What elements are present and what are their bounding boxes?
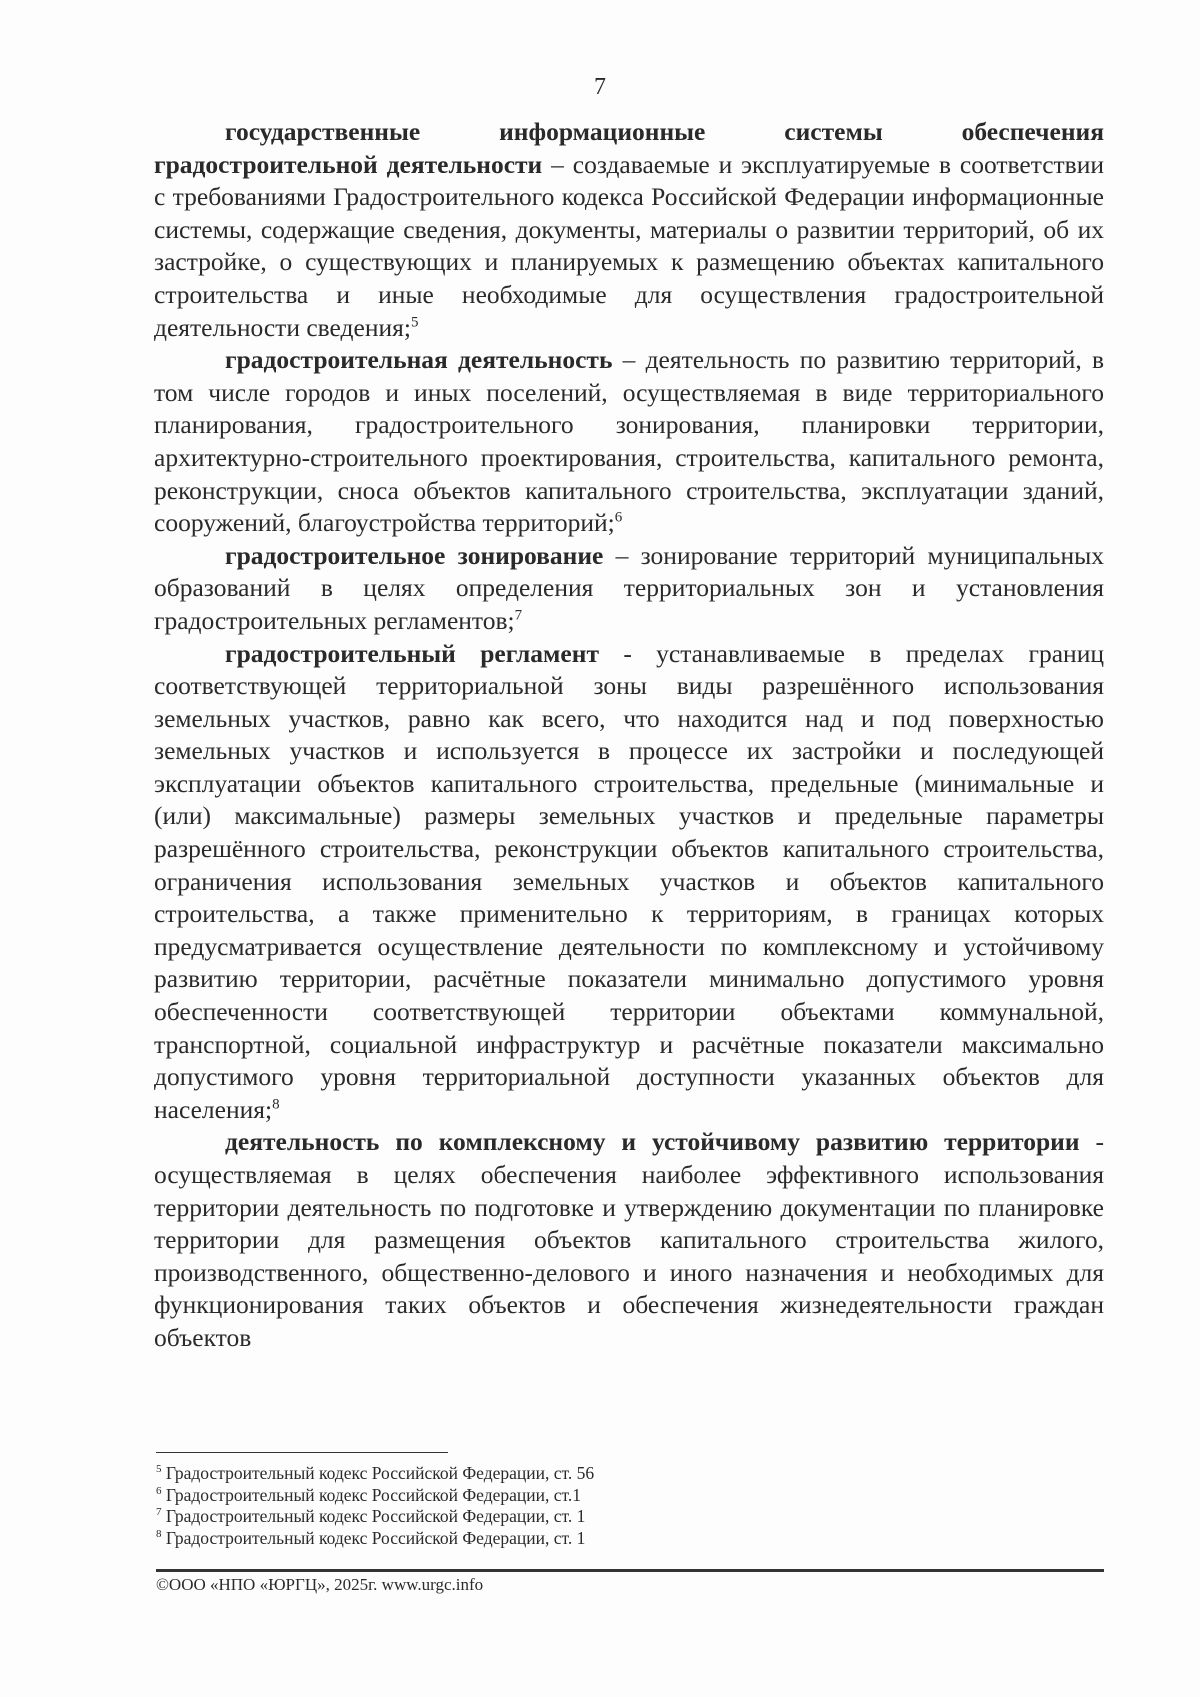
defined-term: градостроительный регламент xyxy=(225,638,599,668)
paragraph xyxy=(154,344,1104,540)
footnote-item xyxy=(156,1506,1056,1528)
defined-term: государственные информационные системы обеспечения градостроительной деятельности xyxy=(154,117,1104,179)
page-footer: ©ООО «НПО «ЮРГЦ», 2025г. www.urgc.info xyxy=(156,1575,484,1594)
footnotes xyxy=(156,1463,1056,1549)
footnote-number: 5 xyxy=(156,1463,162,1476)
footnote-ref[interactable]: 5 xyxy=(410,314,419,331)
footnote-item xyxy=(156,1485,1056,1507)
definition-text: - устанавливаемые в пределах границ соответствующей территориальной зоны виды разрешённого использования земельных участков, равно как всего, что находится над и под поверхностью земельных участков и используется в процессе их застройки и последующей эксплуатации объектов капитального строительства, предельные (минимальные и (или) максимальные) размеры земельных участков и предельные параметры разрешённого строительства, реконструкции объектов капитального строительства, ограничения использования земельных участков и объектов капитального строительства, а также применительно к территориям, в границах которых предусматривается осуществление деятельности по комплексному и устойчивому развитию территории, расчётные показатели минимально допустимого уровня обеспеченности соответствующей территории объектами коммунальной, транспортной, социальной инфраструктур и расчётные показатели максимально допустимого уровня территориальной доступности указанных объектов для населения; xyxy=(154,638,1104,1124)
footnote-number: 6 xyxy=(156,1484,162,1497)
footnote-text: Градостроительный кодекс Российской Федерации, ст.1 xyxy=(161,1484,581,1505)
footnote-text: Градостроительный кодекс Российской Федерации, ст. 56 xyxy=(161,1463,595,1483)
definition-text: - осуществляемая в целях обеспечения наиболее эффективного использования территории деятельность по подготовке и утверждению документации по планировке территории для размещения объектов капитального строительства жилого, производственного, общественно-делового и иного назначения и необходимых для функционирования таких объектов и обеспечения жизнедеятельности граждан объектов xyxy=(154,1127,1104,1352)
definition-text: – создаваемые и эксплуатируемые в соответствии с требованиями Градостроительного кодекса Российской Федерации информационные системы, содержащие сведения, документы, материалы о развитии территорий, об их застройке, о существующих и планируемых к размещению объектах капитального строительства и иные необходимые для осуществления градостроительной деятельности сведения; xyxy=(154,149,1104,342)
footnote-item xyxy=(156,1528,1056,1550)
footnote-text: Градостроительный кодекс Российской Федерации, ст. 1 xyxy=(161,1527,586,1548)
paragraph xyxy=(154,638,1104,1127)
definition-text: – деятельность по развитию территорий, в том числе городов и иных поселений, осуществляемая в виде территориального планирования, градостроительного зонирования, планировки территории, архитектурно-строительного проектирования, строительства, капитального ремонта, реконструкции, сноса объектов капитального строительства, эксплуатации зданий, сооружений, благоустройства территорий; xyxy=(154,345,1105,538)
defined-term: градостроительная деятельность xyxy=(225,345,613,375)
paragraph xyxy=(154,116,1104,344)
footnote-item xyxy=(156,1463,1056,1485)
definition-text: – зонирование территорий муниципальных образований в целях определения территориальных зон и установления градостроительных регламентов; xyxy=(154,540,1105,635)
footnote-number: 7 xyxy=(156,1506,162,1519)
footnote-ref[interactable]: 6 xyxy=(614,509,623,526)
footnote-ref[interactable]: 7 xyxy=(514,607,523,624)
defined-term: деятельность по комплексному и устойчивому развитию территории xyxy=(225,1127,1080,1157)
paragraph xyxy=(154,1126,1104,1354)
footnote-divider xyxy=(156,1452,448,1453)
footnote-text: Градостроительный кодекс Российской Федерации, ст. 1 xyxy=(161,1506,586,1526)
footnote-ref[interactable]: 8 xyxy=(272,1096,280,1113)
body-text xyxy=(154,116,1104,1355)
paragraph xyxy=(154,540,1104,638)
defined-term: градостроительное зонирование xyxy=(225,540,604,570)
footnote-number: 8 xyxy=(156,1527,162,1540)
footer-divider xyxy=(156,1569,1104,1572)
page-number: 7 xyxy=(594,74,606,100)
